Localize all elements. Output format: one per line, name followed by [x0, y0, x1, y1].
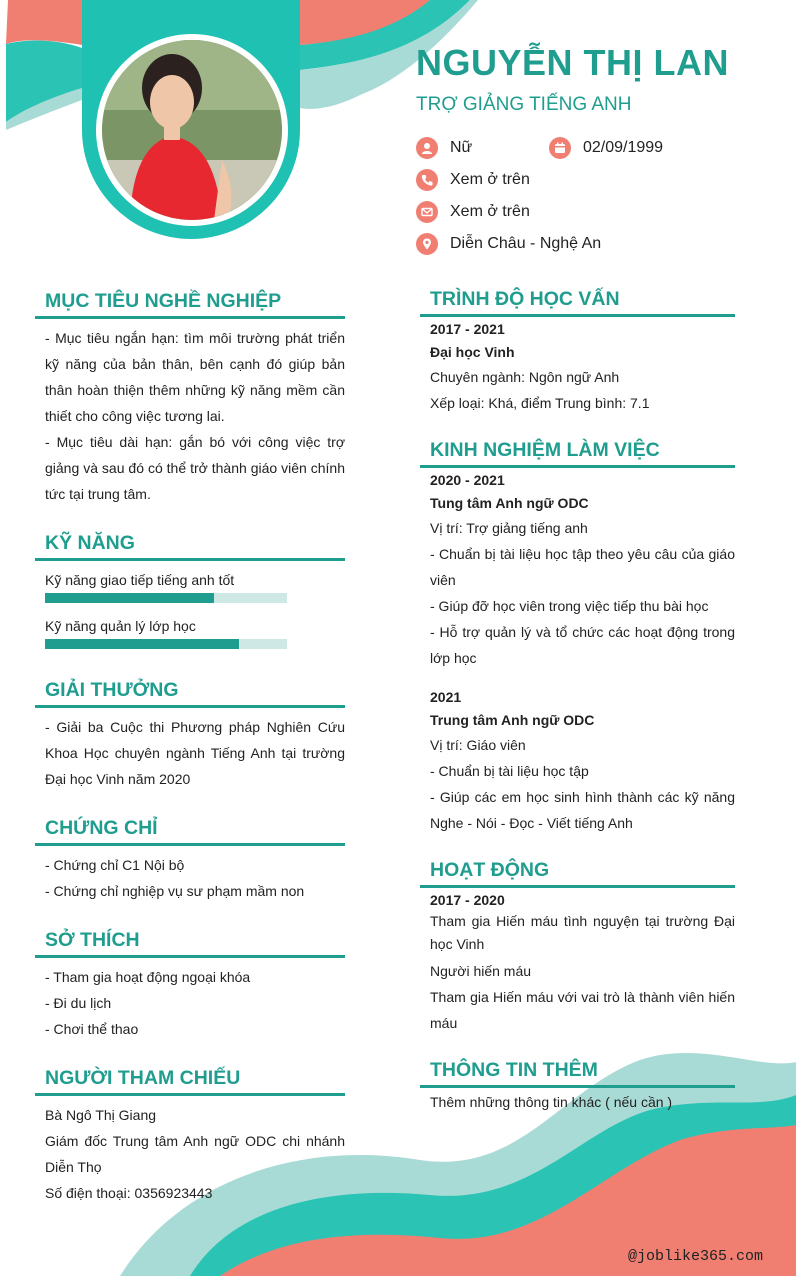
- email-info: [416, 201, 530, 223]
- hobby-item: - Tham gia hoạt động ngoại khóa: [45, 969, 251, 985]
- job-period: 2021: [430, 689, 462, 705]
- skills-title: KỸ NĂNG: [45, 532, 135, 554]
- job-duty: - Chuẩn bị tài liệu học tập theo yêu câu của giáo viên: [430, 546, 735, 588]
- experience-title: KINH NGHIỆM LÀM VIỆC: [430, 439, 660, 461]
- education-period: 2017 - 2021: [430, 321, 505, 337]
- certificate-item: - Chứng chỉ nghiệp vụ sư phạm mầm non: [45, 883, 305, 899]
- calendar-icon: [549, 137, 571, 159]
- more-info-text: Thêm những thông tin khác ( nếu cần ): [430, 1094, 673, 1110]
- objective-short-term: - Mục tiêu ngắn hạn: tìm môi trường phát triển kỹ năng của bản thân, bên cạnh đó giúp bản thân hoàn thiện thêm những kỹ năng mềm cần thiết cho công việc tương lai.: [45, 330, 345, 424]
- awards-text: - Giải ba Cuộc thi Phương pháp Nghiên Cứu Khoa Học chuyên ngành Tiếng Anh tại trường Đại học Vinh năm 2020: [45, 719, 345, 787]
- section-divider: [35, 1093, 345, 1096]
- awards-title: GIẢI THƯỞNG: [45, 679, 179, 701]
- address-value: Diễn Châu - Nghệ An: [450, 235, 602, 252]
- objective-title: MỤC TIÊU NGHỀ NGHIỆP: [45, 290, 282, 312]
- activity-item: Người hiến máu: [430, 963, 532, 979]
- phone-value: Xem ở trên: [450, 171, 530, 188]
- address-info: [416, 233, 601, 255]
- hobbies-title: SỞ THÍCH: [45, 929, 140, 951]
- education-school: Đại học Vinh: [430, 344, 515, 360]
- reference-name: Bà Ngô Thị Giang: [45, 1107, 157, 1123]
- more-info-title: THÔNG TIN THÊM: [430, 1059, 598, 1081]
- job-company: Trung tâm Anh ngữ ODC: [430, 712, 595, 728]
- location-pin-icon: [416, 233, 438, 255]
- skill-bar-fill: [45, 639, 239, 649]
- avatar: [102, 40, 282, 220]
- job-company: Tung tâm Anh ngữ ODC: [430, 495, 589, 511]
- section-divider: [420, 885, 735, 888]
- section-divider: [35, 705, 345, 708]
- references-title: NGƯỜI THAM CHIẾU: [45, 1067, 241, 1089]
- skill-bar: [45, 593, 287, 603]
- skill-bar: [45, 639, 287, 649]
- candidate-role: TRỢ GIẢNG TIẾNG ANH: [416, 94, 632, 115]
- section-divider: [420, 314, 735, 317]
- activity-item: Tham gia Hiến máu tình nguyện tại trường Đại học Vinh: [430, 913, 735, 952]
- phone-icon: [416, 169, 438, 191]
- skill-bar-fill: [45, 593, 214, 603]
- birthday-value: 02/09/1999: [583, 139, 664, 156]
- certificate-item: - Chứng chỉ C1 Nội bộ: [45, 857, 185, 873]
- hobby-item: - Chơi thể thao: [45, 1021, 139, 1037]
- job-duty: - Giúp các em học sinh hình thành các kỹ năng Nghe - Nói - Đọc - Viết tiếng Anh: [430, 789, 735, 831]
- gender-value: Nữ: [450, 139, 473, 156]
- reference-position: Giám đốc Trung tâm Anh ngữ ODC chi nhánh Diễn Thọ: [45, 1133, 345, 1175]
- section-divider: [420, 1085, 735, 1088]
- section-divider: [35, 843, 345, 846]
- objective-long-term: - Mục tiêu dài hạn: gắn bó với công việc trợ giảng và sau đó có thể trở thành giáo viên chính tức tại trung tâm.: [45, 434, 345, 502]
- activity-item: Tham gia Hiến máu với vai trò là thành viên hiến máu: [430, 989, 735, 1031]
- activities-period: 2017 - 2020: [430, 892, 505, 908]
- candidate-name: NGUYỄN THỊ LAN: [416, 42, 729, 83]
- birthday-info: [549, 137, 663, 159]
- certificates-title: CHỨNG CHỈ: [45, 817, 158, 839]
- skill-label: Kỹ năng giao tiếp tiếng anh tốt: [45, 572, 235, 588]
- activities-title: HOẠT ĐỘNG: [430, 859, 550, 881]
- hobby-item: - Đi du lịch: [45, 995, 112, 1011]
- phone-info: [416, 169, 530, 191]
- job-position: Vị trí: Trợ giảng tiếng anh: [430, 520, 588, 536]
- email-value: Xem ở trên: [450, 203, 530, 220]
- section-divider: [35, 316, 345, 319]
- mail-icon: [416, 201, 438, 223]
- skill-label: Kỹ năng quản lý lớp học: [45, 618, 196, 634]
- reference-phone: Số điện thoại: 0356923443: [45, 1185, 213, 1201]
- section-divider: [35, 955, 345, 958]
- education-major: Chuyên ngành: Ngôn ngữ Anh: [430, 369, 620, 385]
- section-divider: [420, 465, 735, 468]
- section-divider: [35, 558, 345, 561]
- job-duty: - Hỗ trợ quản lý và tổ chức các hoạt động trong lớp học: [430, 624, 735, 666]
- user-icon: [416, 137, 438, 159]
- gender-info: [416, 137, 472, 159]
- watermark: @joblike365.com: [627, 1248, 763, 1265]
- education-title: TRÌNH ĐỘ HỌC VẤN: [430, 288, 620, 310]
- job-position: Vị trí: Giáo viên: [430, 737, 526, 753]
- education-grade: Xếp loại: Khá, điểm Trung bình: 7.1: [430, 395, 650, 411]
- job-duty: - Chuẩn bị tài liệu học tập: [430, 763, 589, 779]
- job-duty: - Giúp đỡ học viên trong việc tiếp thu bài học: [430, 598, 709, 614]
- job-period: 2020 - 2021: [430, 472, 505, 488]
